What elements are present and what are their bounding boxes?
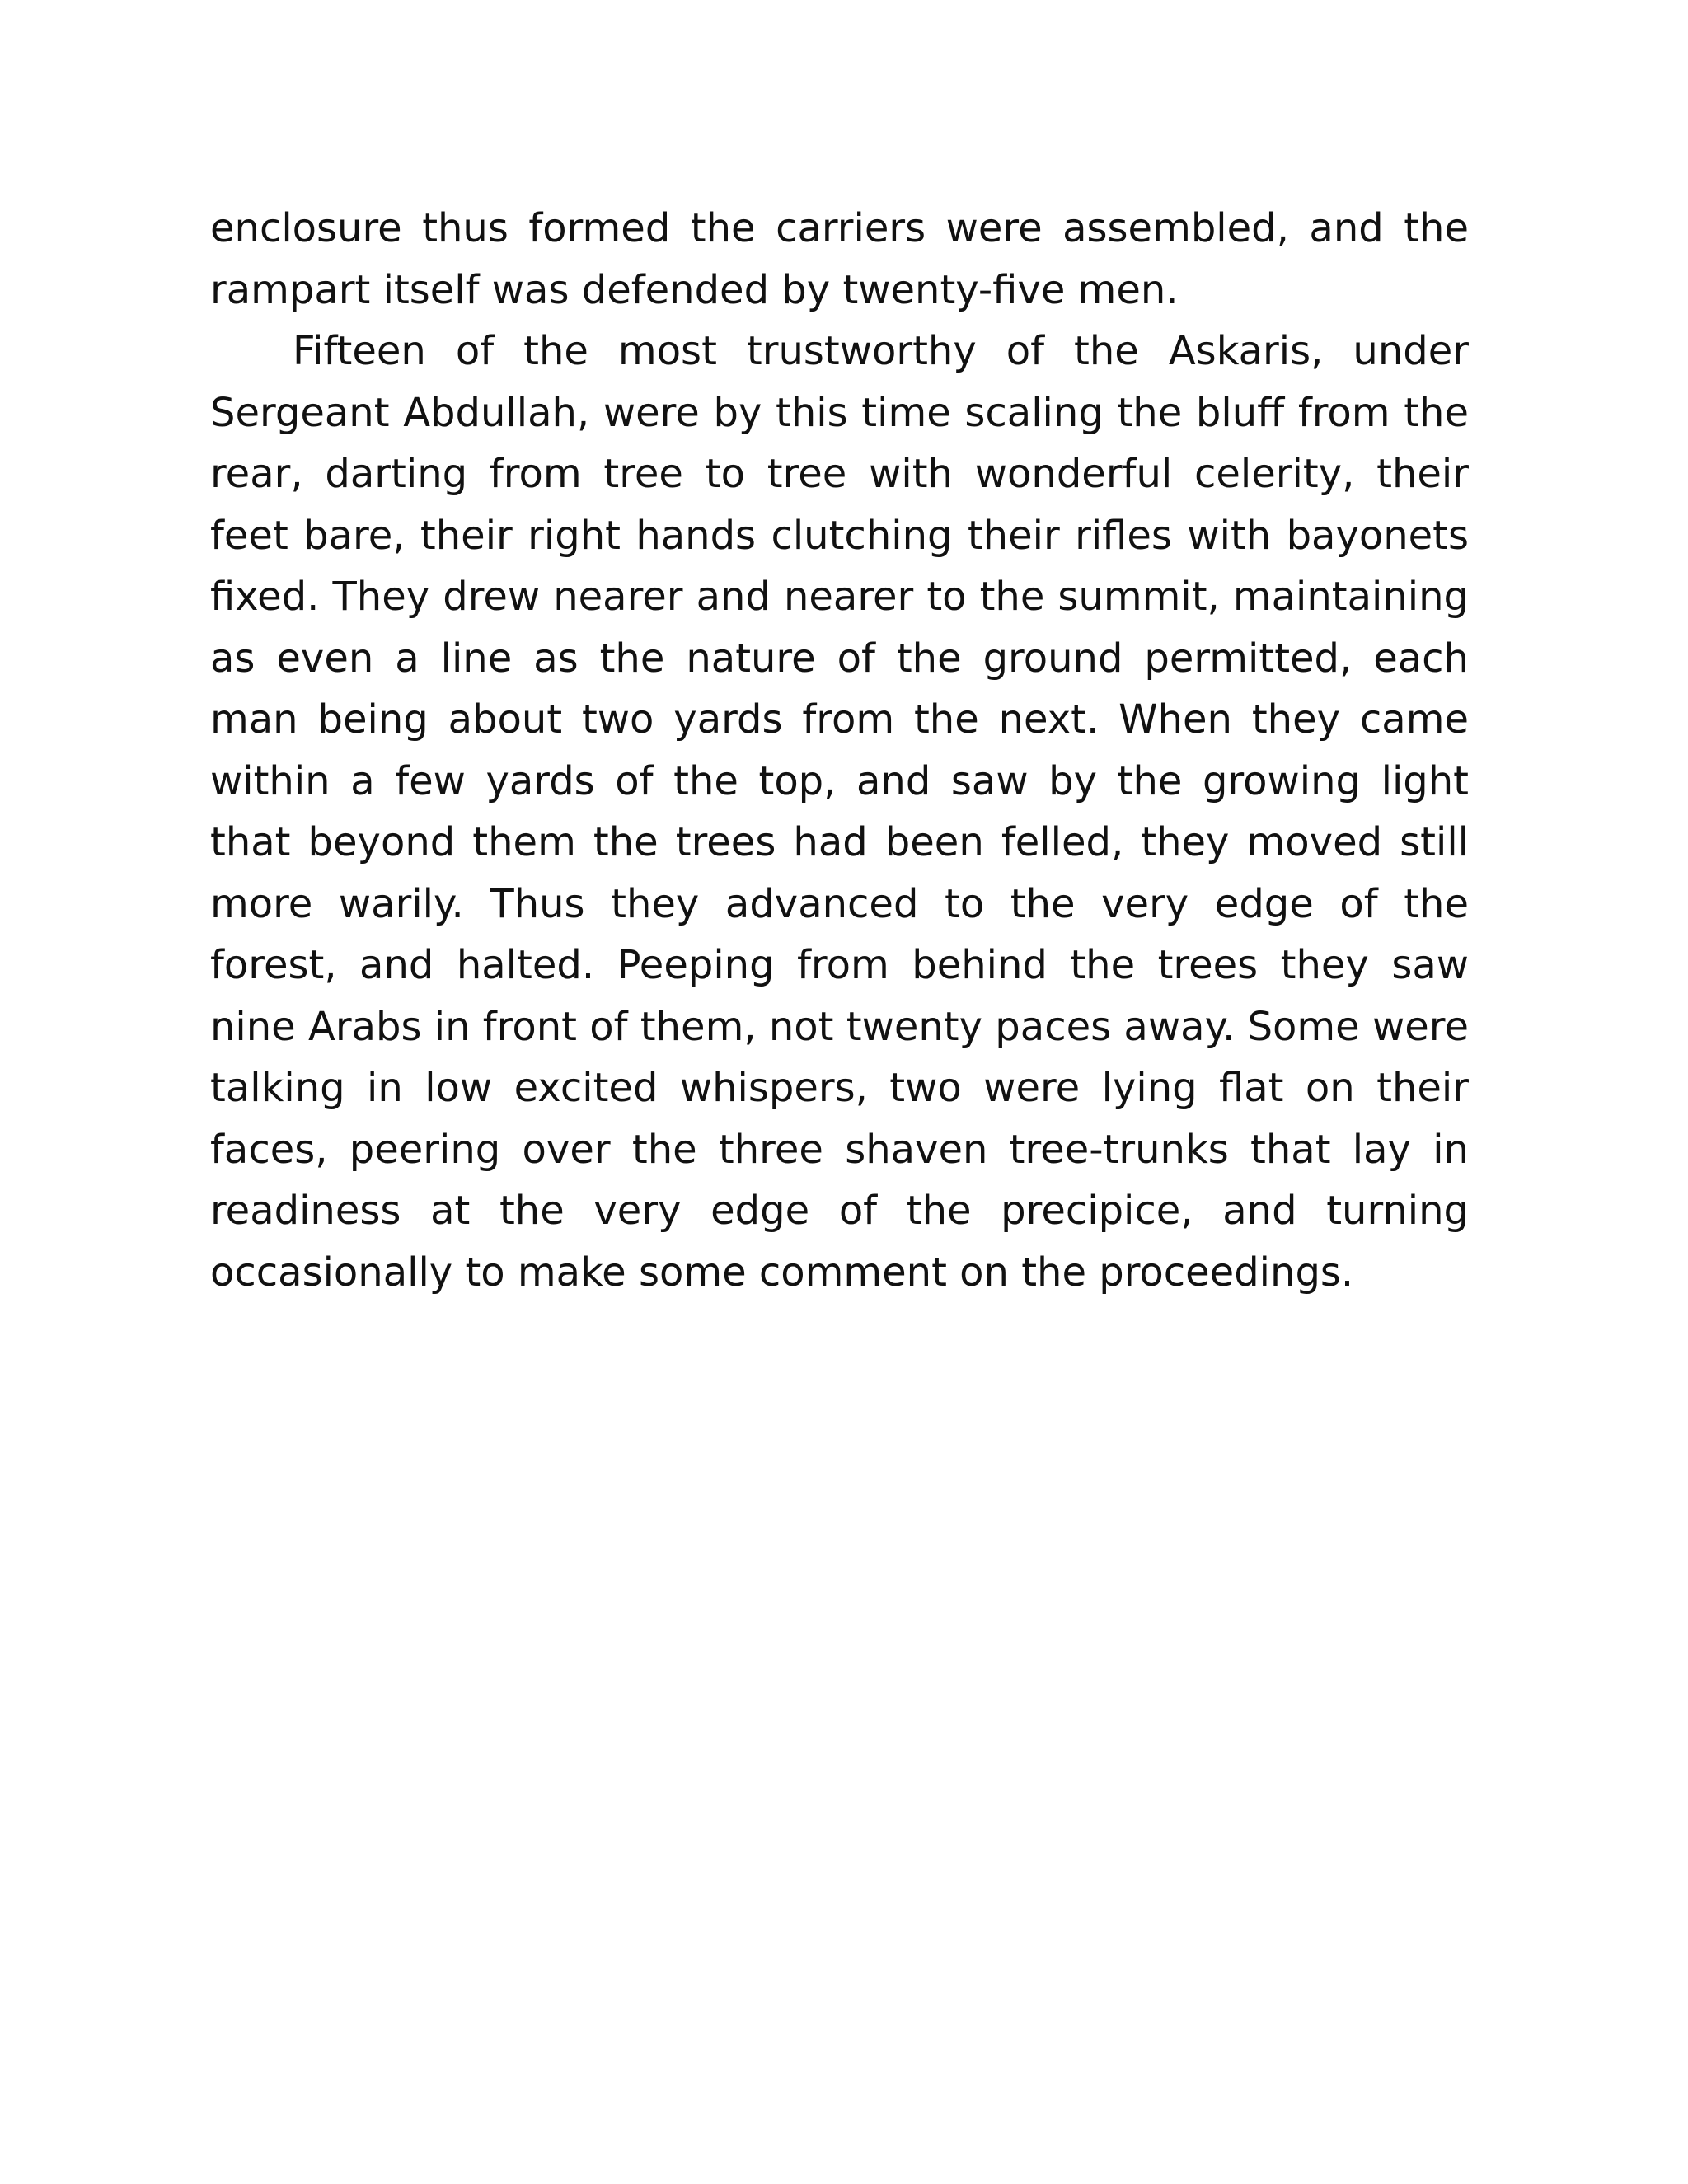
paragraph-fifteen-askaris: Fifteen of the most trustworthy of the Askaris, under Sergeant Abdullah, were by this time scaling the bluff from the rear, darting from tree to tree with wonderful celerity, their feet bare, their right hands clutching their rifles with bayonets fixed. They drew nearer and nearer to the summit, maintaining as even a line as the nature of the ground permitted, each man being about two yards from the next. When they came within a few yards of the top, and saw by the growing light that beyond them the trees had been felled, they moved still more warily. Thus they advanced to the very edge of the forest, and halted. Peeping from behind the trees they saw nine Arabs in front of them, not twenty paces away. Some were talking in low excited whispers, two were lying flat on their faces, peering over the three shaven tree-trunks that lay in readiness at the very edge of the precipice, and turning occasionally to make some comment on the proceedings. — [210, 328, 1469, 1296]
body-text — [210, 198, 1469, 1303]
paragraph-continuation: enclosure thus formed the carriers were assembled, and the rampart itself was defended by twenty-five men. — [210, 205, 1469, 313]
